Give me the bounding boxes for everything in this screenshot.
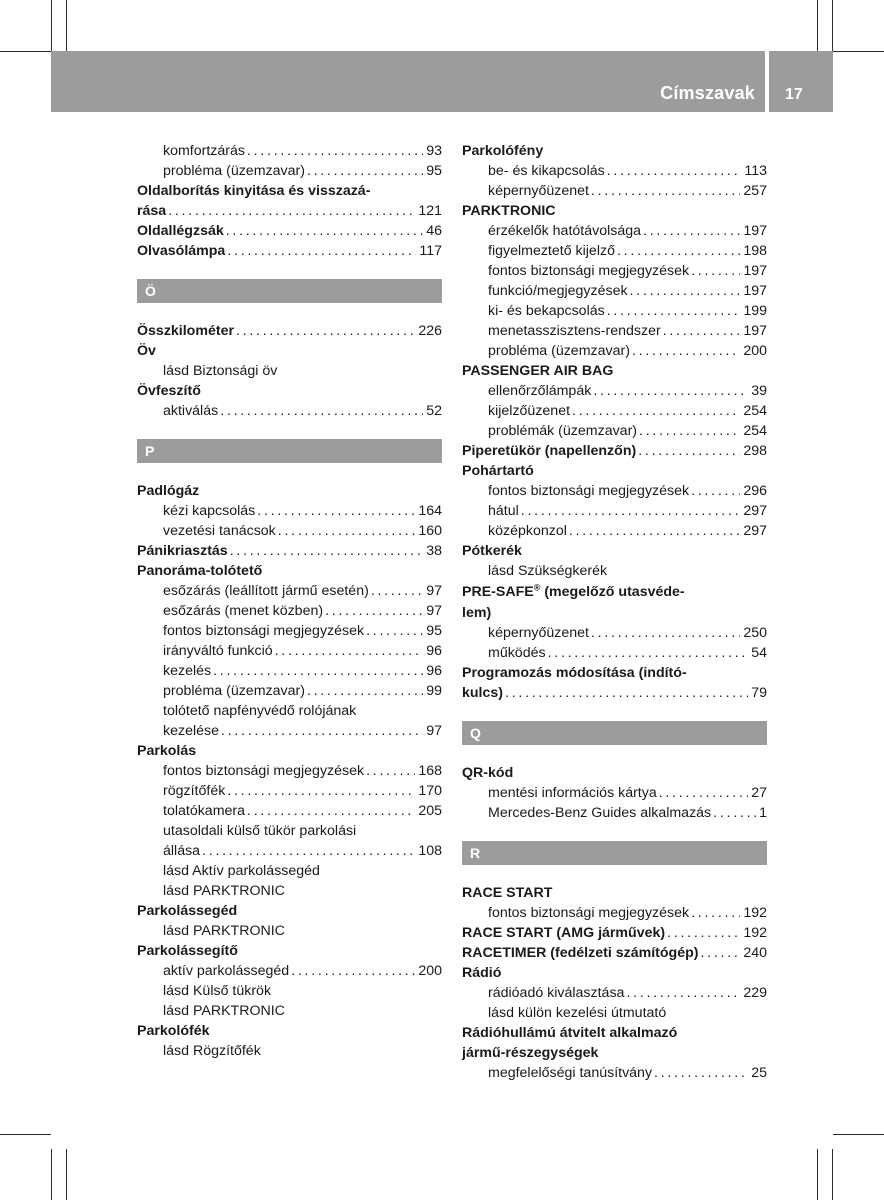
dot-leader	[221, 721, 423, 741]
entry-label: képernyőüzenet	[488, 183, 589, 199]
index-subentry[interactable]	[462, 561, 767, 581]
index-subentry[interactable]	[462, 341, 767, 361]
entry-label: mentési információs kártya	[488, 785, 657, 801]
entry-label: Parkolássegítő	[137, 943, 238, 959]
dot-leader	[236, 321, 415, 341]
entry-label: problémák (üzemzavar)	[488, 423, 638, 439]
index-subentry[interactable]	[137, 861, 442, 881]
dot-leader	[700, 943, 740, 963]
dot-leader	[275, 641, 424, 661]
entry-label: Padlógáz	[137, 483, 200, 499]
page-reference: 254	[743, 423, 767, 439]
dot-leader	[366, 761, 415, 781]
page-reference: 113	[744, 163, 767, 179]
index-subentry[interactable]	[462, 643, 767, 663]
entry-label: középkonzol	[488, 523, 567, 539]
dot-leader	[521, 501, 741, 521]
dot-leader	[654, 1063, 748, 1083]
index-subentry[interactable]	[462, 623, 767, 643]
entry-label: probléma (üzemzavar)	[163, 683, 305, 699]
entry-label: érzékelők hatótávolsága	[488, 223, 642, 239]
entry-label: PARKTRONIC	[462, 203, 556, 219]
dot-leader	[593, 381, 748, 401]
dot-leader	[230, 541, 424, 561]
entry-label: Parkolássegéd	[137, 903, 238, 919]
index-heading[interactable]	[137, 181, 442, 201]
dot-leader	[713, 803, 756, 823]
entry-label: Övfeszítő	[137, 383, 201, 399]
dot-leader	[630, 281, 741, 301]
index-subentry[interactable]	[137, 161, 442, 181]
entry-label: lásd Biztonsági öv	[163, 363, 278, 379]
page-reference: 297	[743, 523, 767, 539]
entry-label: lásd külön kezelési útmutató	[488, 1005, 667, 1021]
page-reference: 121	[418, 203, 442, 219]
page-reference: 198	[743, 243, 767, 259]
index-heading[interactable]	[137, 541, 442, 561]
dot-leader	[691, 903, 740, 923]
entry-label: tolatókamera	[163, 803, 246, 819]
entry-label: jármű-részegységek	[462, 1045, 599, 1061]
index-subentry[interactable]	[137, 961, 442, 981]
page-reference: 117	[419, 243, 442, 259]
dot-leader	[569, 521, 740, 541]
page-reference: 254	[743, 403, 767, 419]
dot-leader	[632, 341, 740, 361]
entry-label: RACE START	[462, 885, 553, 901]
entry-label: megfelelőségi tanúsítvány	[488, 1065, 653, 1081]
page-title: Címszavak	[660, 83, 755, 103]
page-reference: 297	[743, 503, 767, 519]
index-heading[interactable]	[462, 441, 767, 461]
index-heading[interactable]	[137, 1021, 442, 1041]
index-heading[interactable]: PRE-SAFE® (megelőző utasvéde-	[462, 582, 685, 600]
entry-label: Pánikriasztás	[137, 543, 228, 559]
page-reference: 205	[418, 803, 442, 819]
entry-label: RACE START (AMG járművek)	[462, 925, 666, 941]
dot-leader	[247, 801, 415, 821]
page-reference: 197	[743, 323, 767, 339]
entry-label: lem)	[462, 605, 492, 621]
index-heading[interactable]	[462, 943, 767, 963]
dot-leader	[617, 241, 740, 261]
page-reference: 97	[426, 583, 442, 599]
index-subentry[interactable]	[137, 621, 442, 641]
dot-leader	[227, 241, 416, 261]
entry-label: Pótkerék	[462, 543, 522, 559]
entry-label: probléma (üzemzavar)	[163, 163, 305, 179]
entry-label: Mercedes-Benz Guides alkalmazás	[488, 805, 712, 821]
crop-mark	[817, 0, 818, 51]
dot-leader	[291, 961, 415, 981]
page-reference: 229	[743, 985, 767, 1001]
entry-label: Pohártartó	[462, 463, 534, 479]
index-subentry[interactable]	[462, 221, 767, 241]
page-reference: 25	[751, 1065, 767, 1081]
entry-label: fontos biztonsági megjegyzések	[163, 623, 365, 639]
index-subentry[interactable]	[462, 381, 767, 401]
crop-mark	[0, 51, 51, 52]
entry-label: Panoráma-tolótető	[137, 563, 263, 579]
crop-mark	[51, 1149, 52, 1200]
page-reference: 298	[743, 443, 767, 459]
dot-leader	[505, 683, 748, 703]
entry-label: menetasszisztens-rendszer	[488, 323, 661, 339]
entry-label: rása	[137, 203, 167, 219]
index-subentry[interactable]	[137, 641, 442, 661]
entry-label: fontos biztonsági megjegyzések	[488, 263, 690, 279]
page-reference: 97	[426, 603, 442, 619]
index-subentry[interactable]	[462, 161, 767, 181]
index-subentry[interactable]	[462, 983, 767, 1003]
page-reference: 197	[743, 223, 767, 239]
index-heading[interactable]	[137, 381, 442, 401]
index-heading[interactable]	[462, 963, 767, 983]
index-heading[interactable]	[137, 561, 442, 581]
index-heading[interactable]	[462, 201, 767, 221]
entry-label: Parkolófék	[137, 1023, 210, 1039]
page-reference: 95	[426, 163, 442, 179]
page-reference: 39	[751, 383, 767, 399]
index-subentry[interactable]	[462, 903, 767, 923]
dot-leader	[667, 923, 740, 943]
index-subentry[interactable]	[137, 721, 442, 741]
index-heading[interactable]	[462, 683, 767, 703]
index-subentry[interactable]	[462, 521, 767, 541]
header-bar	[51, 51, 765, 112]
index-subentry[interactable]	[137, 821, 442, 841]
entry-label: funkció/megjegyzések	[488, 283, 628, 299]
index-heading[interactable]	[137, 741, 442, 761]
entry-label: állása	[163, 843, 201, 859]
index-subentry[interactable]	[462, 1063, 767, 1083]
page-reference: 200	[743, 343, 767, 359]
index-heading[interactable]	[462, 923, 767, 943]
index-subentry[interactable]	[137, 601, 442, 621]
entry-label: kijelzőüzenet	[488, 403, 571, 419]
index-subentry[interactable]	[137, 681, 442, 701]
index-subentry[interactable]	[462, 261, 767, 281]
page-reference: 170	[418, 783, 442, 799]
dot-leader	[247, 141, 423, 161]
page-reference: 199	[743, 303, 767, 319]
dot-leader	[572, 401, 740, 421]
index-subentry[interactable]	[137, 521, 442, 541]
dot-leader	[257, 501, 415, 521]
dot-leader	[227, 781, 415, 801]
crop-mark	[832, 0, 833, 51]
dot-leader	[663, 321, 741, 341]
dot-leader	[643, 221, 740, 241]
dot-leader	[226, 221, 423, 241]
dot-leader	[307, 161, 423, 181]
dot-leader	[213, 661, 423, 681]
entry-label: ellenőrzőlámpák	[488, 383, 592, 399]
index-heading[interactable]	[137, 321, 442, 341]
entry-label: tolótető napfényvédő rolójának	[163, 703, 357, 719]
dot-leader	[591, 623, 740, 643]
page-reference: 1	[759, 805, 767, 821]
entry-label: Összkilométer	[137, 323, 234, 339]
entry-label: kezelése	[163, 723, 219, 739]
page-reference: 192	[743, 905, 767, 921]
index-heading[interactable]	[137, 201, 442, 221]
page-reference: 200	[418, 963, 442, 979]
entry-label: RACETIMER (fedélzeti számítógép)	[462, 945, 699, 961]
index-subentry[interactable]	[462, 783, 767, 803]
dot-leader	[607, 301, 741, 321]
index-subentry[interactable]	[462, 321, 767, 341]
entry-label: Parkolófény	[462, 143, 544, 159]
entry-label: esőzárás (leállított jármű esetén)	[163, 583, 369, 599]
index-heading[interactable]	[462, 141, 767, 161]
index-heading[interactable]	[462, 1043, 767, 1063]
index-subentry[interactable]	[462, 1003, 767, 1023]
entry-label: Olvasólámpa	[137, 243, 226, 259]
index-heading[interactable]	[462, 603, 767, 623]
page-reference: 257	[743, 183, 767, 199]
page-reference: 226	[418, 323, 442, 339]
page-reference: 38	[426, 543, 442, 559]
entry-label: aktív parkolássegéd	[163, 963, 290, 979]
entry-label: Programozás módosítása (indító-	[462, 665, 687, 681]
page-reference: 192	[743, 925, 767, 941]
entry-label: Oldalborítás kinyitása és visszazá-	[137, 183, 371, 199]
entry-label: működés	[488, 645, 546, 661]
index-subentry[interactable]	[462, 501, 767, 521]
index-heading[interactable]	[462, 883, 767, 903]
entry-label: komfortzárás	[163, 143, 245, 159]
dot-leader	[371, 581, 423, 601]
page-reference: 46	[426, 223, 442, 239]
entry-label: lásd PARKTRONIC	[163, 923, 285, 939]
page-reference: 168	[418, 763, 442, 779]
page-reference: 99	[426, 683, 442, 699]
entry-label: Oldallégzsák	[137, 223, 224, 239]
page-reference: 79	[751, 685, 767, 701]
index-heading[interactable]	[137, 221, 442, 241]
page-reference: 296	[743, 483, 767, 499]
entry-label: fontos biztonsági megjegyzések	[488, 483, 690, 499]
entry-label: Parkolás	[137, 743, 197, 759]
section-letter-r: R	[462, 841, 767, 865]
index-subentry[interactable]	[462, 481, 767, 501]
entry-label: kulcs)	[462, 685, 504, 701]
page-reference: 54	[751, 645, 767, 661]
entry-label: lásd Aktív parkolássegéd	[163, 863, 320, 879]
index-subentry[interactable]	[137, 1001, 442, 1021]
page-reference: 93	[426, 143, 442, 159]
crop-mark	[51, 0, 52, 51]
entry-label: lásd Külső tükrök	[163, 983, 272, 999]
crop-mark	[832, 1149, 833, 1200]
entry-label: be- és kikapcsolás	[488, 163, 605, 179]
dot-leader	[220, 401, 423, 421]
dot-leader	[591, 181, 740, 201]
page-number: 17	[785, 86, 803, 103]
page-reference: 96	[426, 643, 442, 659]
entry-label: irányváltó funkció	[163, 643, 273, 659]
index-subentry[interactable]	[137, 761, 442, 781]
index-subentry[interactable]	[137, 841, 442, 861]
page-reference: 108	[418, 843, 442, 859]
entry-label: Rádióhullámú átvitelt alkalmazó	[462, 1025, 678, 1041]
entry-label: aktiválás	[163, 403, 219, 419]
index-subentry[interactable]	[462, 401, 767, 421]
page-reference: 250	[743, 625, 767, 641]
entry-label: esőzárás (menet közben)	[163, 603, 324, 619]
index-subentry[interactable]	[137, 801, 442, 821]
entry-label: Rádió	[462, 965, 502, 981]
crop-mark	[0, 1134, 51, 1135]
index-heading[interactable]	[137, 901, 442, 921]
crop-mark	[817, 1149, 818, 1200]
index-heading[interactable]	[137, 341, 442, 361]
index-subentry[interactable]	[462, 421, 767, 441]
dot-leader	[626, 983, 740, 1003]
entry-label: fontos biztonsági megjegyzések	[163, 763, 365, 779]
index-subentry[interactable]	[462, 281, 767, 301]
entry-label: rádióadó kiválasztása	[488, 985, 625, 1001]
section-letter-q: Q	[462, 721, 767, 745]
dot-leader	[548, 643, 749, 663]
entry-label: figyelmeztető kijelző	[488, 243, 615, 259]
entry-label: rögzítőfék	[163, 783, 226, 799]
dot-leader	[278, 521, 416, 541]
dot-leader	[366, 621, 423, 641]
entry-label: lásd Szükségkerék	[488, 563, 608, 579]
index-heading[interactable]	[462, 461, 767, 481]
dot-leader	[325, 601, 423, 621]
section-letter-o-umlaut: Ö	[137, 279, 442, 303]
index-column-left	[137, 141, 442, 1061]
index-subentry[interactable]	[137, 581, 442, 601]
entry-label: kezelés	[163, 663, 212, 679]
index-subentry[interactable]	[137, 661, 442, 681]
page-reference: 197	[743, 263, 767, 279]
entry-label: utasoldali külső tükör parkolási	[163, 823, 357, 839]
entry-label: PASSENGER AIR BAG	[462, 363, 614, 379]
index-subentry[interactable]	[137, 501, 442, 521]
dot-leader	[639, 421, 740, 441]
dot-leader	[691, 481, 740, 501]
dot-leader	[691, 261, 740, 281]
index-subentry[interactable]	[462, 241, 767, 261]
entry-label: hátul	[488, 503, 519, 519]
crop-mark	[66, 1149, 67, 1200]
index-subentry[interactable]	[137, 981, 442, 1001]
page-reference: 97	[426, 723, 442, 739]
page-reference: 240	[743, 945, 767, 961]
index-subentry[interactable]	[137, 701, 442, 721]
entry-label: vezetési tanácsok	[163, 523, 276, 539]
index-subentry[interactable]	[137, 361, 442, 381]
entry-label: ki- és bekapcsolás	[488, 303, 605, 319]
dot-leader	[607, 161, 742, 181]
entry-label: Piperetükör (napellenzőn)	[462, 443, 637, 459]
index-subentry[interactable]	[137, 1041, 442, 1061]
page-reference: 164	[418, 503, 442, 519]
page-reference: 96	[426, 663, 442, 679]
page-reference: 160	[418, 523, 442, 539]
page-reference: 52	[426, 403, 442, 419]
index-heading[interactable]	[137, 241, 442, 261]
page-number-box	[769, 51, 833, 112]
index-subentry[interactable]	[137, 141, 442, 161]
entry-label: probléma (üzemzavar)	[488, 343, 630, 359]
dot-leader	[202, 841, 415, 861]
index-heading[interactable]	[137, 941, 442, 961]
crop-mark	[833, 51, 884, 52]
index-column-right	[462, 141, 767, 1083]
crop-mark	[66, 0, 67, 51]
entry-label: lásd PARKTRONIC	[163, 883, 285, 899]
entry-label: Öv	[137, 343, 156, 359]
index-heading[interactable]	[462, 1023, 767, 1043]
entry-label: lásd PARKTRONIC	[163, 1003, 285, 1019]
dot-leader	[168, 201, 415, 221]
page-reference: 27	[751, 785, 767, 801]
index-heading[interactable]	[462, 361, 767, 381]
index-subentry[interactable]	[462, 181, 767, 201]
index-subentry[interactable]	[137, 781, 442, 801]
index-heading[interactable]	[137, 481, 442, 501]
dot-leader	[307, 681, 423, 701]
dot-leader	[659, 783, 748, 803]
entry-label: QR-kód	[462, 765, 514, 781]
index-heading[interactable]	[462, 663, 767, 683]
index-subentry[interactable]	[462, 803, 767, 823]
entry-label: kézi kapcsolás	[163, 503, 256, 519]
index-heading[interactable]	[462, 763, 767, 783]
dot-leader	[638, 441, 740, 461]
entry-label: fontos biztonsági megjegyzések	[488, 905, 690, 921]
page-reference: 197	[743, 283, 767, 299]
entry-label: lásd Rögzítőfék	[163, 1043, 261, 1059]
entry-label: képernyőüzenet	[488, 625, 589, 641]
section-letter-p: P	[137, 439, 442, 463]
crop-mark	[833, 1134, 884, 1135]
index-subentry[interactable]	[137, 401, 442, 421]
index-subentry[interactable]	[137, 921, 442, 941]
index-heading[interactable]	[462, 541, 767, 561]
index-subentry[interactable]	[462, 301, 767, 321]
index-subentry[interactable]	[137, 881, 442, 901]
page-reference: 95	[426, 623, 442, 639]
